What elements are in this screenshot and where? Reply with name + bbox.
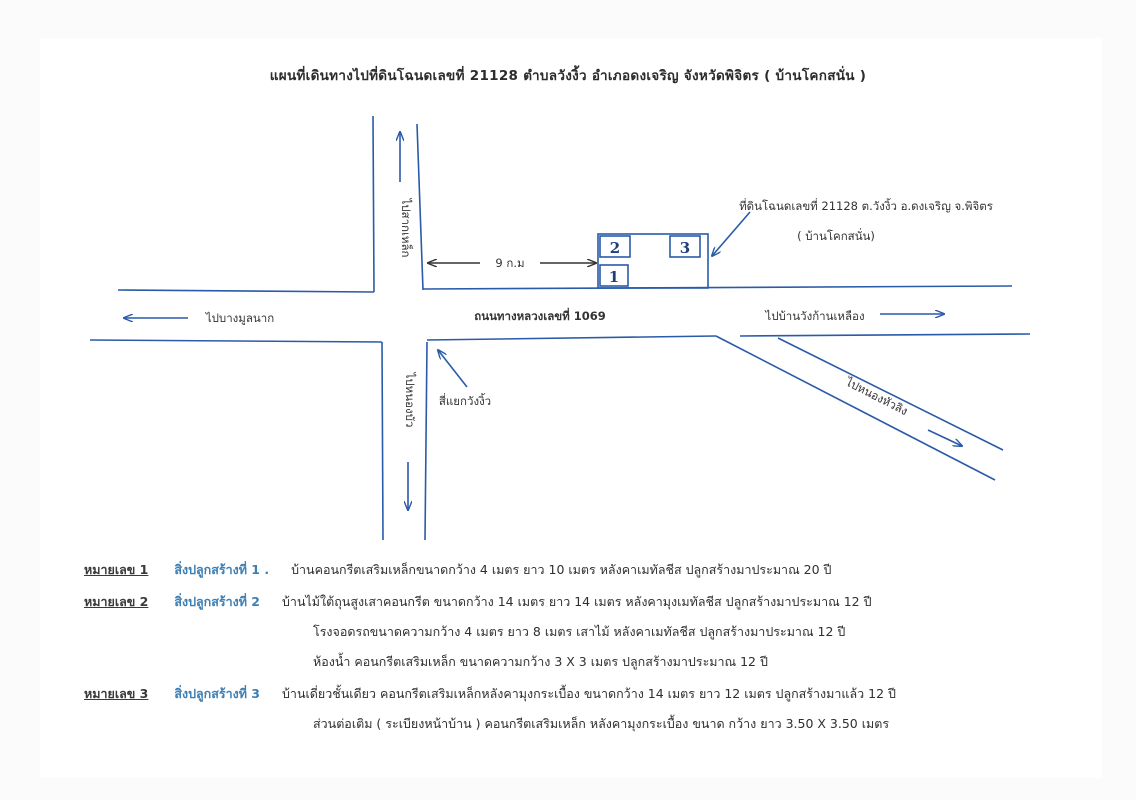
highway-top-edge-west <box>118 290 374 292</box>
highway-label: ถนนทางหลวงเลขที่ 1069 <box>474 309 606 323</box>
legend-row-2 <box>84 592 872 612</box>
south-destination-label: ไปหนองบัว <box>403 372 417 428</box>
legend-row-2-line-2: โรงจอดรถขนาดความกว้าง 4 เมตร ยาว 8 เมตร เสาไม้ หลังคาเมทัลชีส ปลูกสร้างมาประมาณ 12 ปี <box>313 624 846 639</box>
legend-structure-1: สิ่งปลูกสร้างที่ 1 . <box>174 562 270 577</box>
structure-1-number: 1 <box>608 268 620 286</box>
structure-2-number: 2 <box>609 239 621 257</box>
parcel-callout-arrow <box>712 212 750 256</box>
legend-structure-2: สิ่งปลูกสร้างที่ 2 <box>174 594 260 609</box>
legend-desc-3: บ้านเดี่ยวชั้นเดียว คอนกรีตเสริมเหล็กหลังคามุงกระเบื้อง ขนาดกว้าง 14 เมตร ยาว 12 เมตร ปลูกสร้างมาแล้ว 12 ปี <box>281 686 896 701</box>
southeast-destination-label: ไปหนองหัวลิง <box>843 374 911 419</box>
highway-bottom-edge-west <box>90 340 382 342</box>
structure-3-number: 3 <box>679 239 691 257</box>
legend-desc-2: บ้านไม้ใต้ถุนสูงเสาคอนกรีต ขนาดกว้าง 14 เมตร ยาว 14 เมตร หลังคามุงเมทัลชีส ปลูกสร้างมาประมาณ 12 ปี <box>281 594 872 609</box>
east-destination-label: ไปบ้านวังก้านเหลือง <box>765 309 865 323</box>
legend-row-1 <box>84 560 831 580</box>
legend-desc-1: บ้านคอนกรีตเสริมเหล็กขนาดกว้าง 4 เมตร ยาว 10 เมตร หลังคาเมทัลชีส ปลูกสร้างมาประมาณ 20 ปี <box>291 562 832 577</box>
legend-row-3 <box>84 684 896 704</box>
legend-structure-3: สิ่งปลูกสร้างที่ 3 <box>174 686 260 701</box>
highway-bottom-edge-east <box>427 336 716 340</box>
distance-label: 9 ก.ม <box>495 256 525 270</box>
highway-top-edge-east <box>423 286 1012 289</box>
north-road-left-edge <box>373 116 374 292</box>
branch-road-inner-edge <box>778 338 1003 450</box>
page-title: แผนที่เดินทางไปที่ดินโฉนดเลขที่ 21128 ตำบลวังงิ้ว อำเภอดงเจริญ จังหวัดพิจิตร ( บ้านโคกสนั่น ) <box>269 68 867 84</box>
parcel-callout-sublabel: ( บ้านโคกสนั่น) <box>797 229 875 243</box>
south-road-right-edge <box>425 342 427 540</box>
legend-key-1: หมายเลข 1 <box>84 562 149 577</box>
parcel-callout-label: ที่ดินโฉนดเลขที่ 21128 ต.วังงิ้ว อ.ดงเจริญ จ.พิจิตร <box>739 199 993 213</box>
legend-key-3: หมายเลข 3 <box>84 686 149 701</box>
intersection-label: สี่แยกวังงิ้ว <box>438 394 492 408</box>
legend-key-2: หมายเลข 2 <box>84 594 149 609</box>
intersection-callout-arrow <box>438 350 467 387</box>
legend-row-3-line-2: ส่วนต่อเติม ( ระเบียงหน้าบ้าน ) คอนกรีตเสริมเหล็ก หลังคามุงกระเบื้อง ขนาด กว้าง ยาว 3.50 X 3.50 เมตร <box>313 716 890 731</box>
highway-bottom-edge-far-east <box>740 334 1030 336</box>
west-destination-label: ไปบางมูลนาก <box>205 311 275 325</box>
southeast-arrow <box>928 430 962 446</box>
south-road-left-edge <box>382 342 383 540</box>
branch-road-outer-edge <box>716 336 995 480</box>
north-destination-label: ไปสากเหล็ก <box>399 198 413 258</box>
legend-row-2-line-3: ห้องน้ำ คอนกรีตเสริมเหล็ก ขนาดความกว้าง 3 X 3 เมตร ปลูกสร้างมาประมาณ 12 ปี <box>313 654 768 669</box>
north-road-right-edge <box>417 124 423 290</box>
